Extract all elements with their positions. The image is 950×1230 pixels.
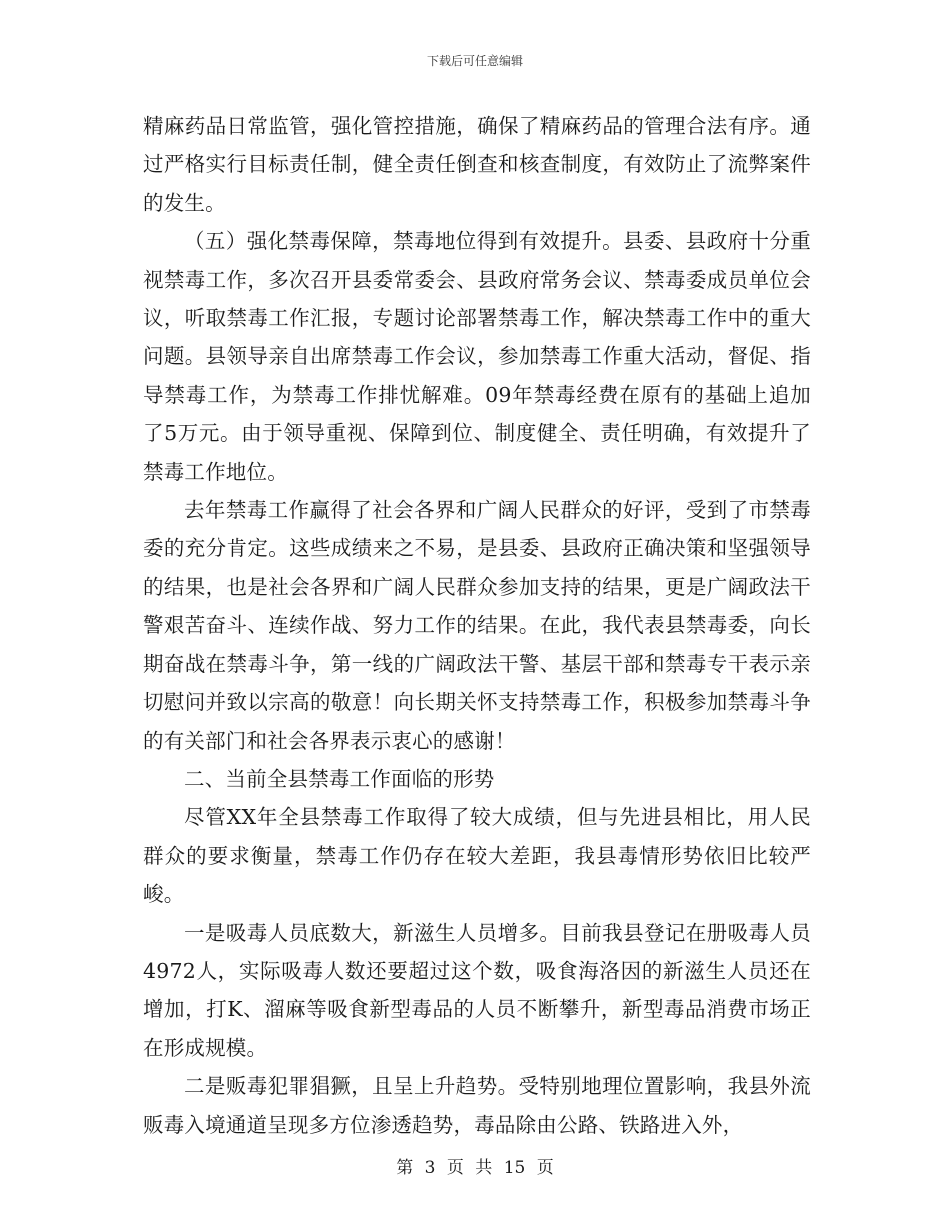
document-body [143, 107, 811, 1144]
paragraph: 二是贩毒犯罪猖獗，且呈上升趋势。受特别地理位置影响，我县外流贩毒入境通道呈现多方位渗透趋势，毒品除由公路、铁路进入外， [143, 1074, 811, 1137]
paragraph: 去年禁毒工作赢得了社会各界和广阔人民群众的好评，受到了市禁毒委的充分肯定。这些成绩来之不易，是县委、县政府正确决策和坚强领导的结果，也是社会各界和广阔人民群众参加支持的结果，更是广阔政法干警艰苦奋斗、连续作战、努力工作的结果。在此，我代表县禁毒委，向长期奋战在禁毒斗争，第一线的广阔政法干警、基层干部和禁毒专干表示亲切慰问并致以宗高的敬意！向长期关怀支持禁毒工作，积极参加禁毒斗争的有关部门和社会各界表示衷心的感谢！ [143, 498, 811, 753]
paragraph: 尽管XX年全县禁毒工作取得了较大成绩，但与先进县相比，用人民群众的要求衡量，禁毒工作仍存在较大差距，我县毒情形势依旧比较严峻。 [143, 805, 811, 907]
page-number: 第 3 页 共 15 页 [396, 1158, 554, 1178]
section-heading: 二、当前全县禁毒工作面临的形势 [184, 766, 495, 791]
paragraph: 一是吸毒人员底数大，新滋生人员增多。目前我县登记在册吸毒人员4972人，实际吸毒人数还要超过这个数，吸食海洛因的新滋生人员还在增加，打K、溜麻等吸食新型毒品的人员不断攀升，新型毒品消费市场正在形成规模。 [143, 920, 811, 1060]
paragraph: （五）强化禁毒保障，禁毒地位得到有效提升。县委、县政府十分重视禁毒工作，多次召开县委常委会、县政府常务会议、禁毒委成员单位会议，听取禁毒工作汇报，专题讨论部署禁毒工作，解决禁毒工作中的重大问题。县领导亲自出席禁毒工作会议，参加禁毒工作重大活动，督促、指导禁毒工作，为禁毒工作排忧解难。09年禁毒经费在原有的基础上追加了5万元。由于领导重视、保障到位、制度健全、责任明确，有效提升了禁毒工作地位。 [143, 229, 811, 484]
page-header-note: 下载后可任意编辑 [426, 54, 523, 68]
paragraph: 精麻药品日常监管，强化管控措施，确保了精麻药品的管理合法有序。通过严格实行目标责任制，健全责任倒查和核查制度，有效防止了流弊案件的发生。 [143, 114, 811, 215]
